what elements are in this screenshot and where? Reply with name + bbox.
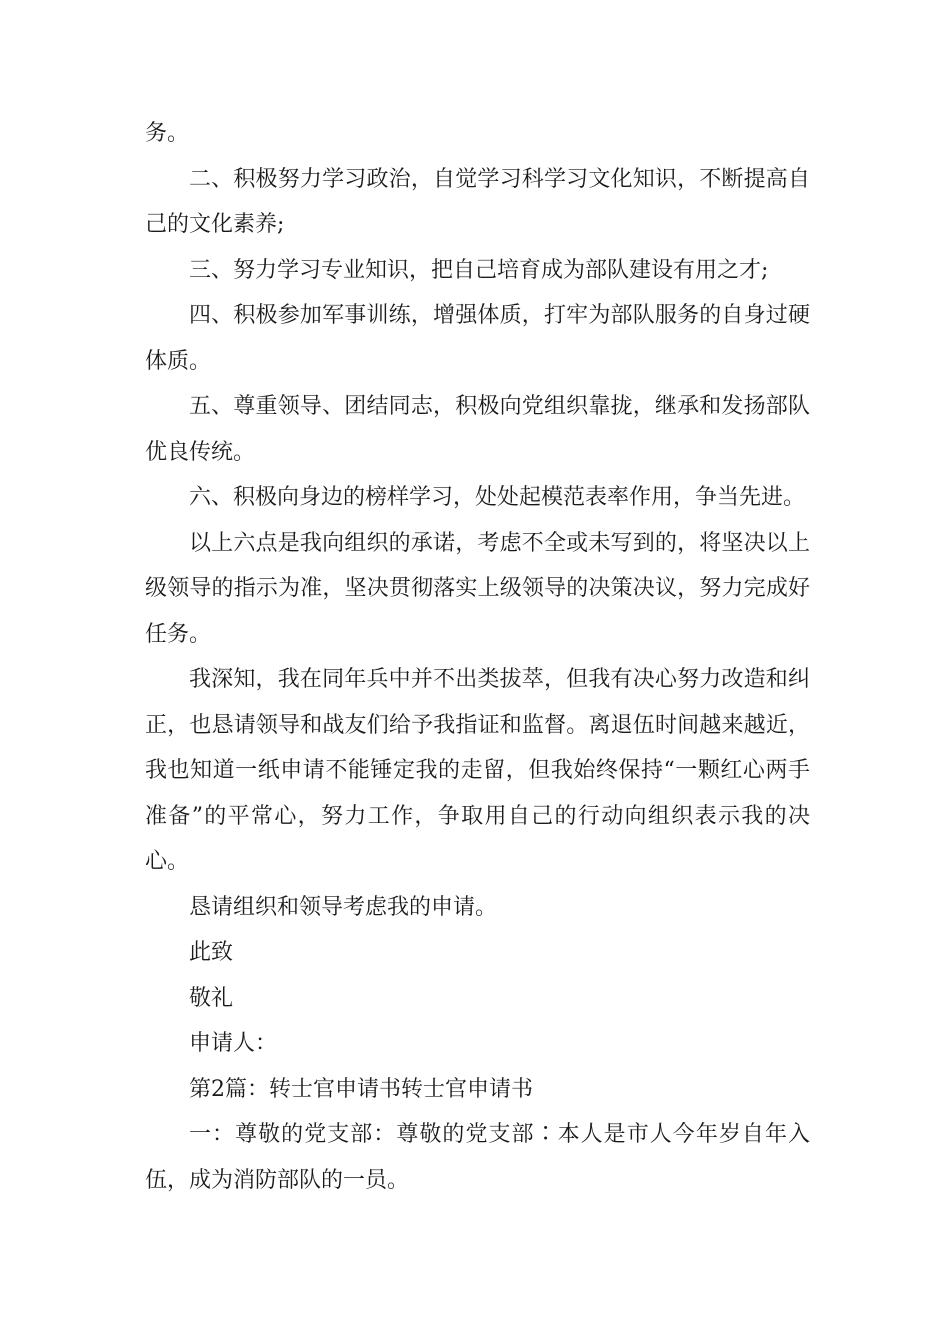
paragraph-point-three: 三、努力学习专业知识，把自己培育成为部队建设有用之才; bbox=[189, 257, 769, 283]
closing-cizhi: 此致 bbox=[189, 940, 234, 965]
paragraph-point-two: 二、积极努力学习政治，自觉学习科学习文化知识，不断提高自己的文化素养; bbox=[145, 166, 810, 237]
paragraph-self-awareness: 我深知，我在同年兵中并不出类拔萃，但我有决心努力改造和纠正，也恳请领导和战友们给予我指证和监督。离退伍时间越来越近，我也知道一纸申请不能锤定我的走留，但我始终保持“一颗红心两手准备”的平常心，努力工作，争取用自己的行动向组织表示我的决心。 bbox=[145, 667, 810, 874]
applicant-label: 申请人： bbox=[189, 1031, 278, 1056]
document-body bbox=[145, 111, 810, 1203]
closing-jingli: 敬礼 bbox=[189, 985, 234, 1011]
paragraph-point-six: 六、积极向身边的榜样学习，处处起模范表率作用，争当先进。 bbox=[189, 485, 806, 510]
paragraph-point-five: 五、尊重领导、团结同志，积极向党组织靠拢，继承和发扬部队优良传统。 bbox=[145, 394, 810, 465]
paragraph-commitment: 以上六点是我向组织的承诺，考虑不全或未写到的，将坚决以上级领导的指示为准，坚决贯彻落实上级领导的决策决议，努力完成好任务。 bbox=[145, 530, 810, 647]
paragraph-continuation: 务。 bbox=[145, 121, 190, 146]
paragraph-request: 恳请组织和领导考虑我的申请。 bbox=[189, 894, 498, 920]
paragraph-point-four: 四、积极参加军事训练，增强体质，打牢为部队服务的自身过硬体质。 bbox=[145, 303, 810, 374]
paragraph-article-2-intro: 一：尊敬的党支部：尊敬的党支部∶本人是市人今年岁自年入伍，成为消防部队的一员。 bbox=[145, 1122, 810, 1193]
section-heading-article-2: 第2篇：转士官申请书转士官申请书 bbox=[189, 1076, 533, 1102]
